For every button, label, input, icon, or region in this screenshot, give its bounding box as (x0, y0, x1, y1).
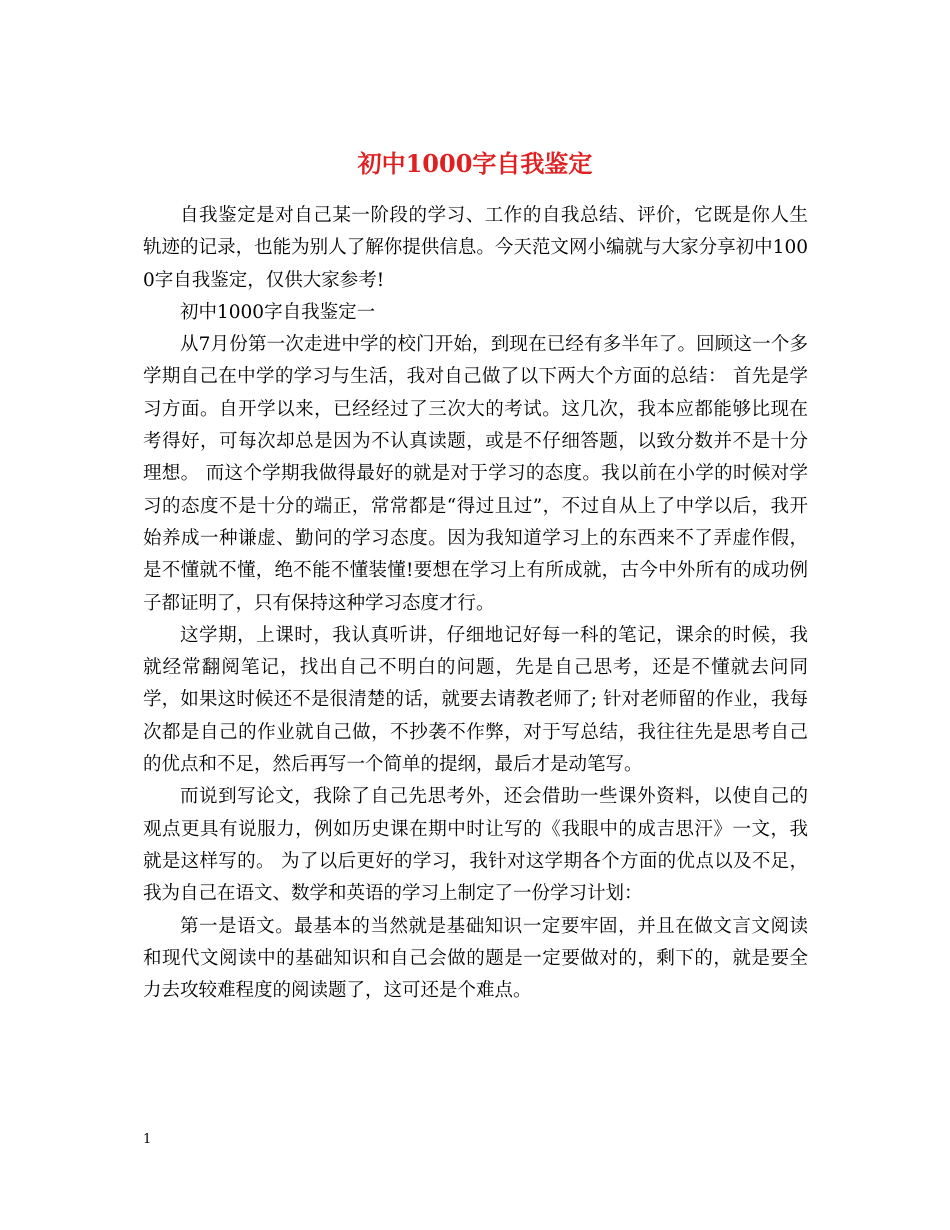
body-paragraph: 从7月份第一次走进中学的校门开始，到现在已经有多半年了。回顾这一个多学期自己在中学的学习与生活，我对自己做了以下两大个方面的总结： 首先是学习方面。自开学以来，已经经过了三次大的考试。这几次，我本应都能够比现在考得好，可每次却总是因为不认真读题，或是不仔细答题，以致分数并不是十分理想。 而这个学期我做得最好的就是对于学习的态度。我以前在小学的时候对学习的态度不是十分的端正，常常都是“得过且过”，不过自从上了中学以后，我开始养成一种谦虚、勤问的学习态度。因为我知道学习上的东西来不了弄虚作假，是不懂就不懂，绝不能不懂装懂!要想在学习上有所成就，古今中外所有的成功例子都证明了，只有保持这种学习态度才行。 (143, 334, 808, 614)
body-paragraph: 第一是语文。最基本的当然就是基础知识一定要牢固，并且在做文言文阅读和现代文阅读中的基础知识和自己会做的题是一定要做对的，剩下的，就是要全力去攻较难程度的阅读题了，这可还是个难点。 (143, 915, 808, 1002)
body-paragraph: 这学期，上课时，我认真听讲，仔细地记好每一科的笔记，课余的时候，我就经常翻阅笔记，找出自己不明白的问题，先是自己思考，还是不懂就去问同学，如果这时候还不是很清楚的话，就要去请教老师了; 针对老师留的作业，我每次都是自己的作业就自己做，不抄袭不作弊，对于写总结，我往往先是思考自己的优点和不足，然后再写一个简单的提纲，最后才是动笔写。 (143, 624, 808, 776)
section-heading: 初中1000字自我鉴定一 (180, 301, 376, 323)
page-number: 1 (143, 1132, 152, 1147)
body-paragraph: 而说到写论文，我除了自己先思考外，还会借助一些课外资料，以使自己的观点更具有说服力，例如历史课在期中时让写的《我眼中的成吉思汗》一文，我就是这样写的。 为了以后更好的学习，我针对这学期各个方面的优点以及不足，我为自己在语文、数学和英语的学习上制定了一份学习计划： (143, 786, 808, 905)
intro-paragraph: 自我鉴定是对自己某一阶段的学习、工作的自我总结、评价，它既是你人生轨迹的记录，也能为别人了解你提供信息。今天范文网小编就与大家分享初中1000字自我鉴定，仅供大家参考! (143, 205, 808, 291)
document-body (143, 200, 808, 1007)
document-title: 初中1000字自我鉴定 (357, 149, 593, 179)
